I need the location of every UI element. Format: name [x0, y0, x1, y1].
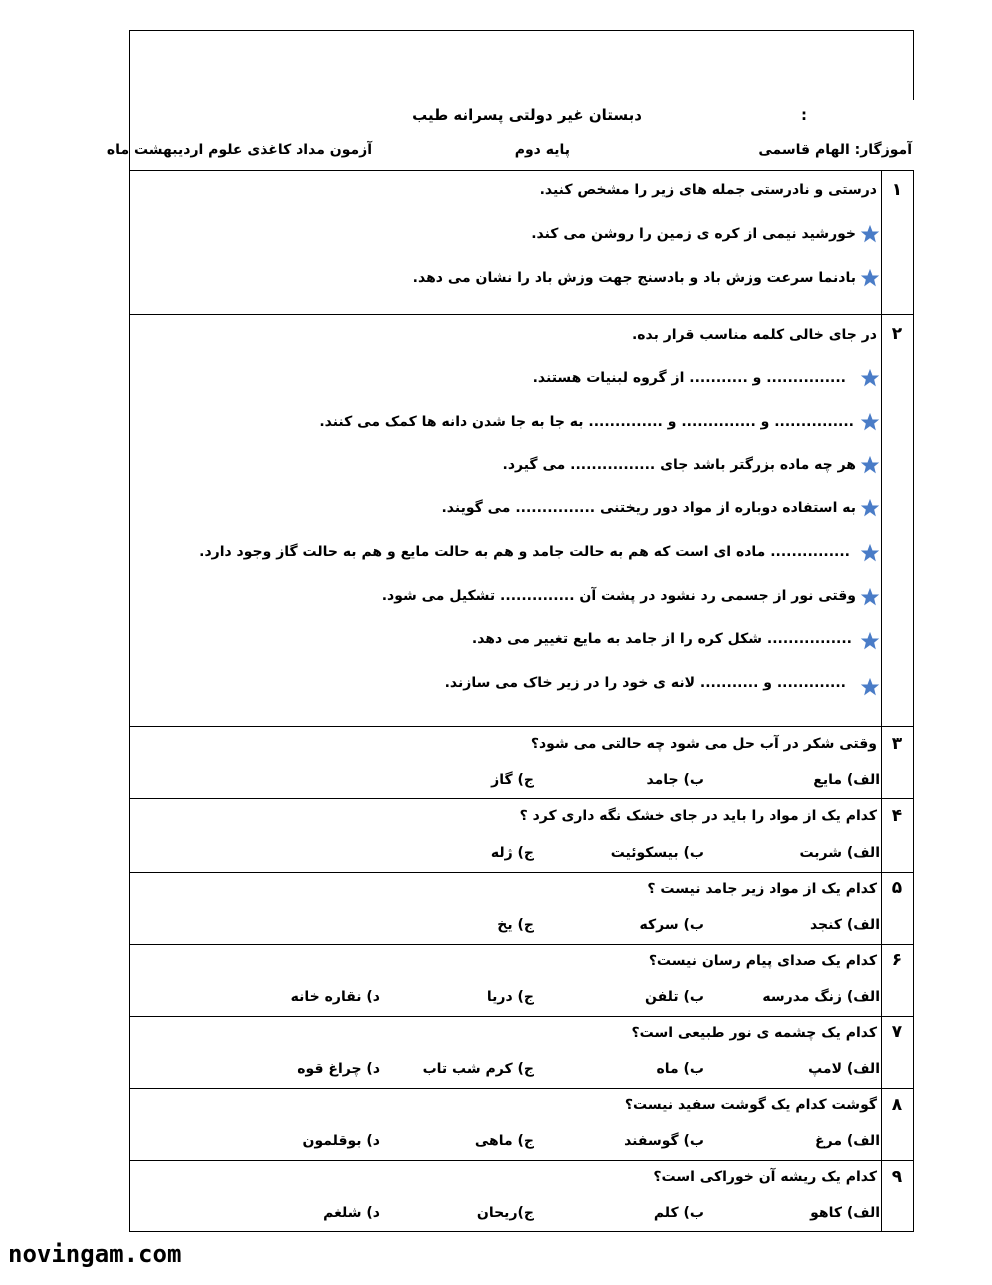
header-separator — [129, 170, 914, 171]
fill-blank-item: هر چه ماده بزرگتر باشد جای ................ می گیرد. — [502, 457, 856, 473]
question-title: در جای خالی کلمه مناسب قرار بده. — [631, 327, 877, 343]
option-b: ب) ماه — [656, 1061, 704, 1077]
option-a: الف) زنگ مدرسه — [762, 989, 880, 1005]
fill-blank-item: ............... ماده ای است که هم به حالت جامد و هم به حالت مایع و هم به حالت گاز وجود دارد. — [199, 544, 850, 560]
option-b: ب) گوسفند — [624, 1133, 704, 1149]
frame-right-border — [913, 170, 914, 1232]
school-name: دبستان غیر دولتی پسرانه طیب — [412, 106, 642, 124]
option-c: ج) دریا — [486, 989, 534, 1005]
question-number: ۲ — [891, 324, 903, 344]
star-icon — [860, 368, 880, 388]
option-c: ج) کرم شب تاب — [422, 1061, 534, 1077]
question-number: ۳ — [891, 734, 903, 754]
name-colon: : — [801, 106, 807, 124]
question-title: گوشت کدام یک گوشت سفید نیست؟ — [624, 1097, 877, 1113]
fill-blank-item: وقتی نور از جسمی رد نشود در پشت آن .............. تشکیل می شود. — [381, 588, 856, 604]
question-title: کدام یک از مواد را باید در جای خشک نگه داری کرد ؟ — [519, 808, 877, 824]
question-title: کدام یک ریشه آن خوراکی است؟ — [653, 1169, 877, 1185]
option-a: الف) لامپ — [808, 1061, 880, 1077]
star-icon — [860, 268, 880, 288]
option-b: ب) کلم — [653, 1205, 704, 1221]
number-column-divider — [881, 170, 882, 1232]
fill-blank-item: به استفاده دوباره از مواد دور ریختنی ............... می گویند. — [441, 500, 856, 516]
option-d: د) نقاره خانه — [290, 989, 380, 1005]
option-d: د) شلغم — [323, 1205, 380, 1221]
option-d: د) بوقلمون — [302, 1133, 380, 1149]
option-b: ب) بیسکوئیت — [610, 845, 704, 861]
option-c: ج)ریحان — [476, 1205, 534, 1221]
option-b: ب) سرکه — [639, 917, 704, 933]
star-icon — [860, 224, 880, 244]
frame-right-border-top — [913, 30, 914, 100]
option-a: الف) مایع — [813, 772, 880, 788]
option-a: الف) کنجد — [809, 917, 880, 933]
question-number: ۹ — [891, 1167, 903, 1187]
option-a: الف) کاهو — [810, 1205, 880, 1221]
teacher-name: آموزگار: الهام قاسمی — [758, 142, 912, 158]
question-title: درستی و نادرستی جمله های زیر را مشخص کنید. — [539, 182, 877, 198]
star-icon — [860, 587, 880, 607]
row-separator — [129, 944, 914, 945]
grade-label: پایه دوم — [514, 142, 570, 158]
star-icon — [860, 677, 880, 697]
question-number: ۶ — [891, 950, 903, 970]
frame-bottom-border — [129, 1231, 914, 1232]
fill-blank-item: ................ شکل کره را از جامد به مایع تغییر می دهد. — [471, 631, 852, 647]
question-title: کدام یک صدای پیام رسان نیست؟ — [648, 953, 877, 969]
option-b: ب) تلفن — [645, 989, 704, 1005]
statement-item: خورشید نیمی از کره ی زمین را روشن می کند. — [531, 226, 856, 242]
row-separator — [129, 726, 914, 727]
option-c: ج) ژله — [490, 845, 534, 861]
question-number: ۱ — [891, 180, 903, 200]
question-number: ۴ — [891, 806, 903, 826]
option-b: ب) جامد — [646, 772, 704, 788]
star-icon — [860, 543, 880, 563]
row-separator — [129, 314, 914, 315]
option-d: د) چراغ قوه — [297, 1061, 380, 1077]
star-icon — [860, 455, 880, 475]
option-a: الف) مرغ — [815, 1133, 880, 1149]
fill-blank-item: ............. و ........... لانه ی خود را در زیر خاک می سازند. — [444, 675, 846, 691]
row-separator — [129, 1016, 914, 1017]
row-separator — [129, 872, 914, 873]
fill-blank-item: ............... و ........... از گروه لبنیات هستند. — [532, 370, 846, 386]
option-c: ج) یخ — [497, 917, 534, 933]
question-title: کدام یک چشمه ی نور طبیعی است؟ — [631, 1025, 877, 1041]
question-number: ۷ — [891, 1022, 903, 1042]
star-icon — [860, 498, 880, 518]
fill-blank-item: ............... و .............. و .............. به جا به جا شدن دانه ها کمک می کنند. — [319, 414, 854, 430]
row-separator — [129, 1160, 914, 1161]
star-icon — [860, 412, 880, 432]
option-a: الف) شربت — [799, 845, 880, 861]
row-separator — [129, 798, 914, 799]
option-c: ج) ماهی — [474, 1133, 534, 1149]
question-title: کدام یک از مواد زیر جامد نیست ؟ — [647, 881, 877, 897]
star-icon — [860, 631, 880, 651]
question-number: ۵ — [891, 878, 903, 898]
statement-item: بادنما سرعت وزش باد و بادسنج جهت وزش باد را نشان می دهد. — [412, 270, 856, 286]
frame-top-border — [129, 30, 914, 31]
option-c: ج) گاز — [491, 772, 534, 788]
exam-title: آزمون مداد کاغذی علوم اردیبهشت ماه — [106, 142, 372, 158]
question-title: وقتی شکر در آب حل می شود چه حالتی می شود؟ — [530, 736, 877, 752]
frame-left-border — [129, 30, 130, 1232]
question-number: ۸ — [891, 1095, 903, 1115]
site-watermark: novingam.com — [8, 1240, 182, 1268]
row-separator — [129, 1088, 914, 1089]
